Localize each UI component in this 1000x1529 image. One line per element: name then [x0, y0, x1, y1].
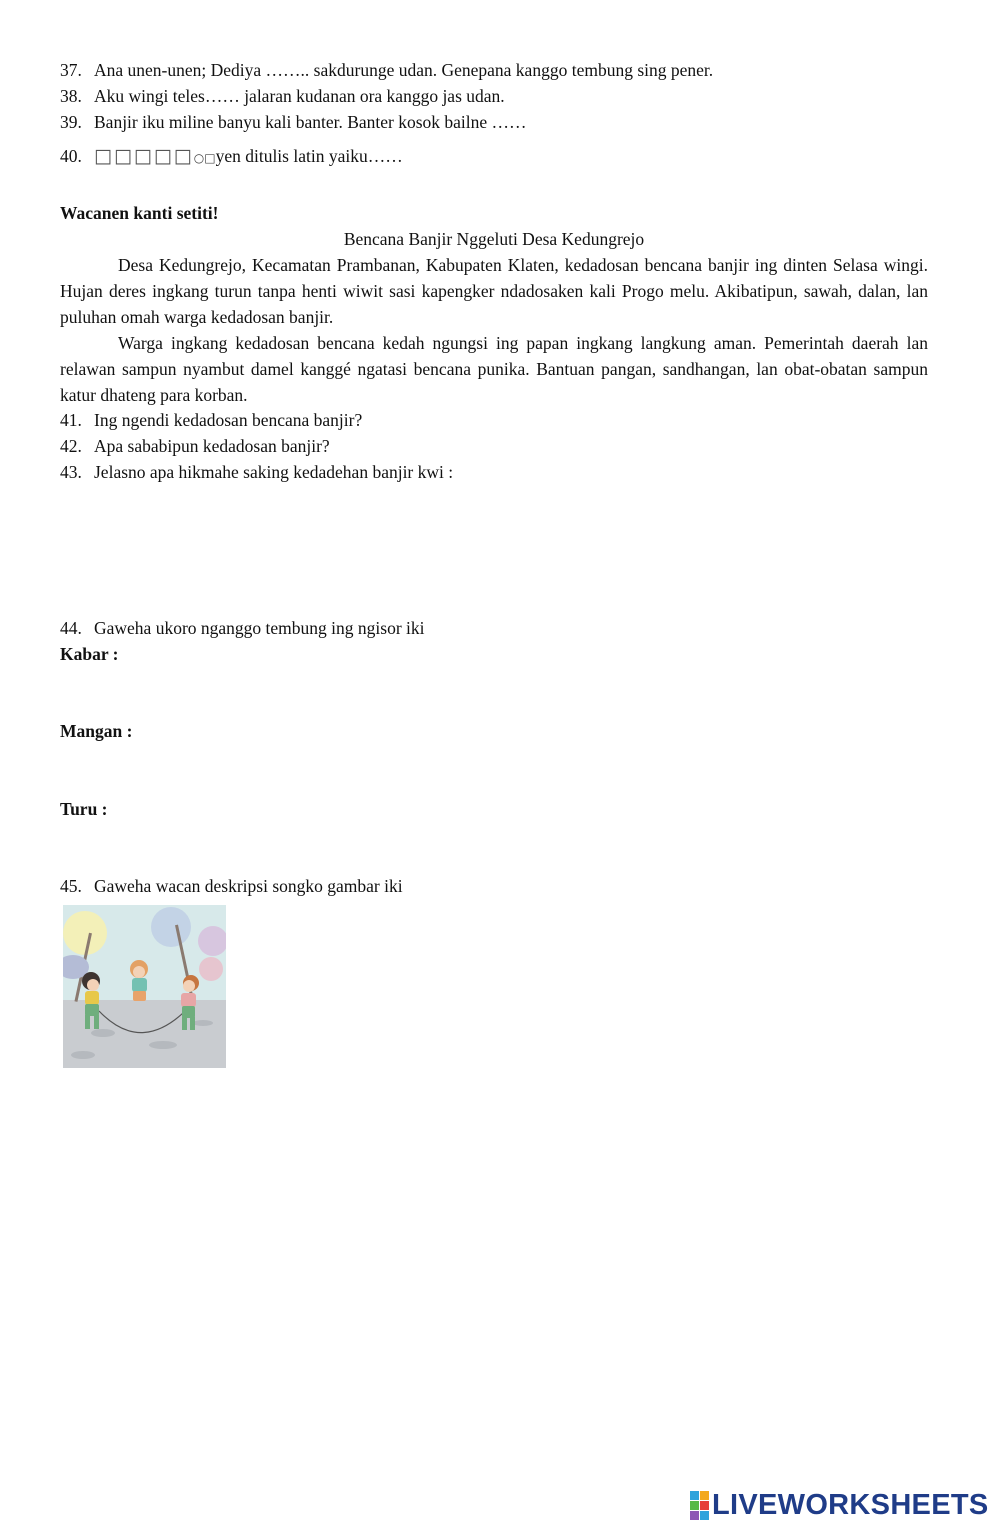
logo-blocks-icon	[690, 1491, 709, 1520]
logo-text: LIVEWORKSHEETS	[712, 1488, 989, 1521]
javanese-script-glyph: ○□	[193, 151, 216, 165]
children-jump-rope-illustration	[63, 905, 226, 1068]
question-45	[60, 875, 403, 897]
question-number: 42.	[60, 436, 82, 456]
question-number: 41.	[60, 410, 82, 430]
word-mangan: Mangan :	[60, 721, 133, 741]
question-number: 44.	[60, 618, 82, 638]
paragraph-text: Desa Kedungrejo, Kecamatan Prambanan, Kabupaten Klaten, kedadosan bencana banjir ing dinten Selasa wingi. Hujan deres ingkang turun tanpa henti wiwit sasi kapengker ndadosaken kali Progo melu. Akibatipun, sawah, dalan, lan puluhan omah warga kedadosan banjir.	[60, 255, 928, 327]
question-number: 37.	[60, 60, 82, 80]
illustration-svg	[63, 905, 226, 1068]
question-text: Ana unen-unen; Dediya …….. sakdurunge udan. Genepana kanggo tembung sing pener.	[94, 60, 714, 80]
question-38	[60, 85, 505, 107]
question-number: 43.	[60, 462, 82, 482]
reading-paragraph-2	[60, 330, 928, 408]
question-text: yen ditulis latin yaiku……	[215, 146, 403, 166]
question-number: 39.	[60, 112, 82, 132]
question-number: 45.	[60, 876, 82, 896]
word-turu: Turu :	[60, 799, 108, 819]
question-41	[60, 409, 362, 431]
question-text: Gaweha ukoro nganggo tembung ing ngisor iki	[94, 618, 425, 638]
question-number: 40.	[60, 146, 82, 166]
question-40	[60, 145, 403, 169]
question-text: Banjir iku miline banyu kali banter. Banter kosok bailne ……	[94, 112, 527, 132]
question-37	[60, 59, 713, 81]
question-42	[60, 435, 330, 457]
reading-title: Bencana Banjir Nggeluti Desa Kedungrejo	[343, 229, 645, 249]
question-39	[60, 111, 527, 133]
javanese-script-boxes: □□□□□	[94, 145, 194, 167]
reading-instruction: Wacanen kanti setiti!	[60, 203, 219, 223]
question-43	[60, 461, 453, 483]
question-number: 38.	[60, 86, 82, 106]
question-text: Apa sababipun kedadosan banjir?	[94, 436, 330, 456]
liveworksheets-logo	[690, 1488, 989, 1522]
paragraph-text: Warga ingkang kedadosan bencana kedah ngungsi ing papan ingkang langkung aman. Pemerintah daerah lan relawan sampun nyambut damel kanggé ngatasi bencana punika. Bantuan pangan, sandhangan, lan obat-obatan sampun katur dhateng para korban.	[60, 333, 928, 405]
question-text: Gaweha wacan deskripsi songko gambar iki	[94, 876, 403, 896]
reading-paragraph-1	[60, 252, 928, 330]
question-text: Aku wingi teles…… jalaran kudanan ora kanggo jas udan.	[94, 86, 505, 106]
question-44	[60, 617, 425, 639]
question-text: Ing ngendi kedadosan bencana banjir?	[94, 410, 363, 430]
question-text: Jelasno apa hikmahe saking kedadehan banjir kwi :	[94, 462, 454, 482]
word-kabar: Kabar :	[60, 644, 119, 664]
